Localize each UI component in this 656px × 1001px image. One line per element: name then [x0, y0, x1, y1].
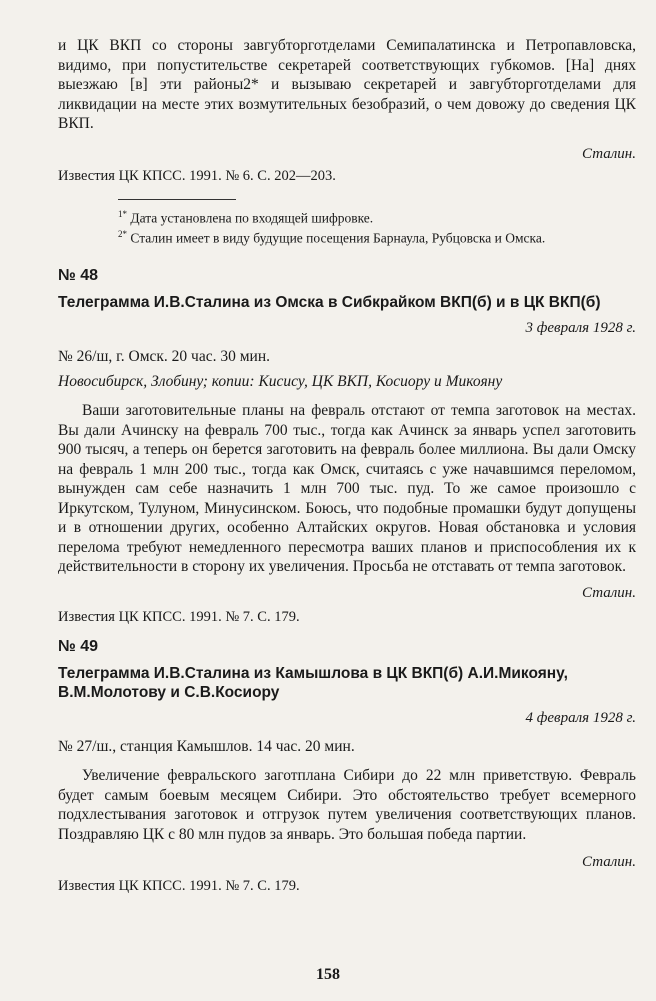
source-citation: Известия ЦК КПСС. 1991. № 6. С. 202—203.: [58, 167, 336, 184]
document-number: № 48: [58, 266, 99, 284]
source-citation: Известия ЦК КПСС. 1991. № 7. С. 179.: [58, 878, 300, 894]
signature: Сталин.: [582, 854, 636, 870]
document-number: № 49: [58, 637, 99, 655]
footnote-mark: 2*: [118, 229, 127, 239]
addressees: Новосибирск, Злобину; копии: Кисису, ЦК ВКП, Косиору и Микояну: [58, 373, 503, 390]
continued-paragraph: и ЦК ВКП со стороны завгубторготделами Семипалатинска и Петропавловска, видимо, при попустительстве секретарей соответствующих губкомов. [На] днях выезжаю [в] эти районы2* и вызываю секретарей и завгубторготделами для ликвидации на месте этих возмутительных безобразий, о чем довожу до сведения ЦК ВКП.: [58, 37, 636, 132]
telegram-header: № 26/ш, г. Омск. 20 час. 30 мин.: [58, 347, 271, 365]
page-number: 158: [316, 966, 340, 983]
document-date: 4 февраля 1928 г.: [525, 709, 636, 726]
document-date: 3 февраля 1928 г.: [525, 319, 636, 336]
source-citation: Известия ЦК КПСС. 1991. № 7. С. 179.: [58, 608, 300, 625]
footnote-text: Сталин имеет в виду будущие посещения Барнаула, Рубцовска и Омска.: [130, 230, 546, 246]
signature: Сталин.: [582, 584, 636, 601]
footnote-text: Дата установлена по входящей шифровке.: [130, 210, 374, 225]
telegram-body: Ваши заготовительные планы на февраль отстают от темпа заготовок на местах. Вы дали Ачинску на февраль 700 тыс., тогда как Ачинск за январь успел заготовить 900 тысяч, а теперь он берется заготовить на февраль более миллиона. Вы дали Омску на февраль 1 млн 200 тыс., тогда как Омск, считаясь с уже начавшимся переломом, вынужден сам себе назначить 1 млн 700 тыс. пуд. То же самое произошло с Иркутском, Тулуном, Минусинском. Боюсь, что подобные промашки будут допущены и в отношении других, особенно Алтайских округов. Новая обстановка и условия перелома требуют немедленного пересмотра ваших планов и приспособления их к действительности в сторону их увеличения. Просьба не отставать от темпа заготовок.: [58, 402, 636, 575]
document-title: Телеграмма И.В.Сталина из Камышлова в ЦК ВКП(б) А.И.Микояну, В.М.Молотову и С.В.Косиору: [58, 664, 568, 701]
document-page: [58, 36, 636, 895]
telegram-body: Увеличение февральского заготплана Сибири до 22 млн приветствую. Февраль будет самым боевым месяцем Сибири. Это обстоятельство требует всемерного подхлестывания заготовок и отгрузок путем увеличения соответствующих планов. Поздравляю ЦК с 80 млн пудов за январь. Это большая победа партии.: [58, 767, 636, 843]
footnote-divider: [118, 199, 236, 200]
footnote-mark: 1*: [118, 208, 127, 219]
footnote: [118, 206, 636, 227]
telegram-header: № 27/ш., станция Камышлов. 14 час. 20 мин.: [58, 737, 355, 755]
signature: Сталин.: [582, 145, 636, 162]
document-title: Телеграмма И.В.Сталина из Омска в Сибкрайком ВКП(б) и в ЦК ВКП(б): [58, 293, 601, 311]
footnote: [118, 226, 636, 247]
